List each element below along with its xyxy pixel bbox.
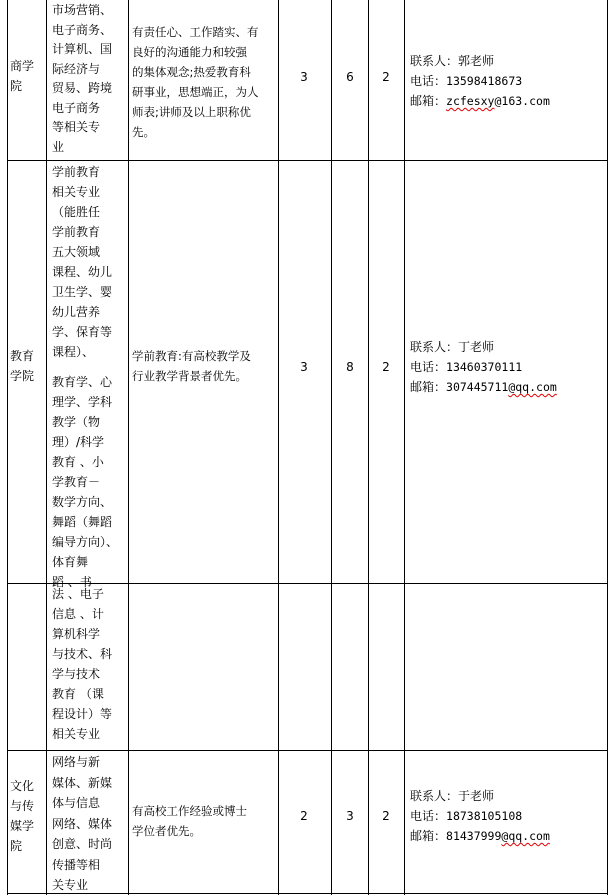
major-line: 法 、电子 xyxy=(52,587,104,601)
major-line: 媒体、新媒 xyxy=(52,775,113,790)
req-line: 有高校工作经验或博士 xyxy=(132,804,247,818)
major-line: 学前教育 xyxy=(52,225,101,239)
req-line: 师表;讲师及以上职称优 xyxy=(132,105,251,119)
major-line: 教育 、小 xyxy=(52,455,104,469)
contact-phone xyxy=(410,806,605,826)
major-line: 程设计）等 xyxy=(52,707,113,721)
major-line: 舞蹈（舞蹈 xyxy=(52,515,113,529)
phone-number: 13598418673 xyxy=(446,74,523,88)
major-line: 市场营销、 xyxy=(52,3,113,17)
dept-name xyxy=(10,776,44,856)
major-line: 编导方向）、 xyxy=(52,535,119,549)
contact-person: 联系人：郭老师 xyxy=(410,54,495,68)
major-line: 信息 、计 xyxy=(52,607,104,621)
contact-phone xyxy=(410,357,605,377)
req-line: 良好的沟通能力和较强 xyxy=(132,45,247,59)
contact-email xyxy=(410,826,605,846)
major-line: 课程、幼儿 xyxy=(52,265,113,279)
contact-info xyxy=(410,51,605,111)
major-list xyxy=(52,584,124,744)
major-line: 卫生学、婴 xyxy=(52,285,113,299)
contact-info xyxy=(410,786,605,846)
line-gap xyxy=(52,362,124,372)
dept-name xyxy=(10,56,44,96)
phone-label: 电话： xyxy=(410,809,447,823)
major-list xyxy=(52,162,124,592)
email-domain: @163.com xyxy=(494,94,550,108)
major-line: 网络、媒体 xyxy=(52,816,113,831)
col-divider xyxy=(7,0,8,895)
requirements xyxy=(132,22,278,142)
major-list xyxy=(52,1,124,157)
email-user: zcfesxy xyxy=(446,94,495,108)
col-divider xyxy=(368,0,369,895)
requirements xyxy=(132,801,278,841)
dept-line: 与传 xyxy=(10,799,35,813)
major-line: 课程）、 xyxy=(52,345,95,359)
major-line: 关专业 xyxy=(52,878,89,892)
dept-line: 教育 xyxy=(10,349,35,363)
phone-number: 18738105108 xyxy=(446,809,523,823)
count-3: 2 xyxy=(382,70,390,84)
major-line: 五大领域 xyxy=(52,245,101,259)
req-line: 学前教育:有高校教学及 xyxy=(132,349,251,363)
col-divider xyxy=(278,0,279,895)
count-2: 6 xyxy=(346,70,354,84)
major-line: 蹈 、书 xyxy=(52,575,92,589)
contact-person: 联系人：丁老师 xyxy=(410,340,495,354)
count-3: 2 xyxy=(382,360,390,374)
req-line: 的集体观念;热爱教育科 xyxy=(132,65,251,79)
major-line: 与技术、科 xyxy=(52,647,113,661)
major-line: 学前教育 xyxy=(52,165,101,179)
major-line: （能胜任 xyxy=(52,205,101,219)
dept-line: 商学 xyxy=(10,59,35,73)
col-divider xyxy=(607,0,608,895)
req-line: 先。 xyxy=(132,125,155,139)
phone-label: 电话： xyxy=(410,74,447,88)
email-domain: @qq.com xyxy=(501,829,550,843)
major-line: 贸易、跨境 xyxy=(52,81,113,95)
req-line: 学位者优先。 xyxy=(132,824,201,838)
contact-phone xyxy=(410,71,605,91)
email-user: 307445711 xyxy=(446,380,509,394)
major-line: 教育 （课 xyxy=(52,687,104,701)
major-line: 相关专业 xyxy=(52,185,101,199)
col-divider xyxy=(46,0,47,895)
major-line: 教学（物 xyxy=(52,415,101,429)
major-line: 体育舞 xyxy=(52,555,89,569)
major-line: 电子商务、 xyxy=(52,22,113,37)
req-line: 行业教学背景者优先。 xyxy=(132,369,247,383)
major-line: 创意、时尚 xyxy=(52,837,113,851)
dept-line: 媒学 xyxy=(10,819,35,833)
major-line: 际经济与 xyxy=(52,61,101,76)
contact-email xyxy=(410,91,605,111)
email-domain: @qq.com xyxy=(508,380,557,394)
dept-line: 院 xyxy=(10,839,23,853)
dept-line: 院 xyxy=(10,79,23,93)
major-line: 教育学、心 xyxy=(52,375,113,389)
major-line: 数学方向、 xyxy=(52,495,113,509)
major-line: 学与技术 xyxy=(52,667,101,681)
major-line: 传播等相 xyxy=(52,857,101,872)
count-1: 3 xyxy=(300,70,308,84)
major-line: 体与信息 xyxy=(52,796,101,810)
count-1: 3 xyxy=(300,360,308,374)
major-line: 理学、学科 xyxy=(52,395,113,409)
row-divider xyxy=(7,160,607,161)
req-line: 研事业，思想端正，为人 xyxy=(132,85,259,99)
row-divider xyxy=(7,750,607,751)
req-line: 有责任心、工作踏实、有 xyxy=(132,25,259,39)
count-3: 2 xyxy=(382,809,390,823)
contact-email xyxy=(410,377,605,397)
col-divider xyxy=(331,0,332,895)
dept-name xyxy=(10,346,44,386)
phone-number: 13460370111 xyxy=(446,360,523,374)
requirements xyxy=(132,346,278,386)
major-line: 幼儿营养 xyxy=(52,305,101,319)
col-divider xyxy=(404,0,405,895)
major-line: 学、保育等 xyxy=(52,325,113,339)
major-line: 理）/科学 xyxy=(52,435,105,449)
contact-info xyxy=(410,337,605,397)
count-1: 2 xyxy=(300,809,308,823)
col-divider xyxy=(128,0,129,895)
phone-label: 电话： xyxy=(410,360,447,374)
email-label: 邮箱： xyxy=(410,380,447,394)
major-list xyxy=(52,752,124,896)
dept-line: 文化 xyxy=(10,779,35,793)
count-2: 8 xyxy=(346,360,354,374)
contact-person: 联系人：于老师 xyxy=(410,789,495,803)
dept-line: 学院 xyxy=(10,369,35,383)
email-label: 邮箱： xyxy=(410,94,447,108)
major-line: 相关专业 xyxy=(52,727,101,741)
email-user: 81437999 xyxy=(446,829,502,843)
email-label: 邮箱： xyxy=(410,829,447,843)
major-line: 业 xyxy=(52,139,65,154)
major-line: 网络与新 xyxy=(52,755,101,769)
major-line: 学教育－ xyxy=(52,475,101,489)
major-line: 算机科学 xyxy=(52,627,101,641)
major-line: 计算机、国 xyxy=(52,42,113,56)
major-line: 电子商务 xyxy=(52,100,101,115)
major-line: 等相关专 xyxy=(52,120,101,134)
count-2: 3 xyxy=(346,809,354,823)
